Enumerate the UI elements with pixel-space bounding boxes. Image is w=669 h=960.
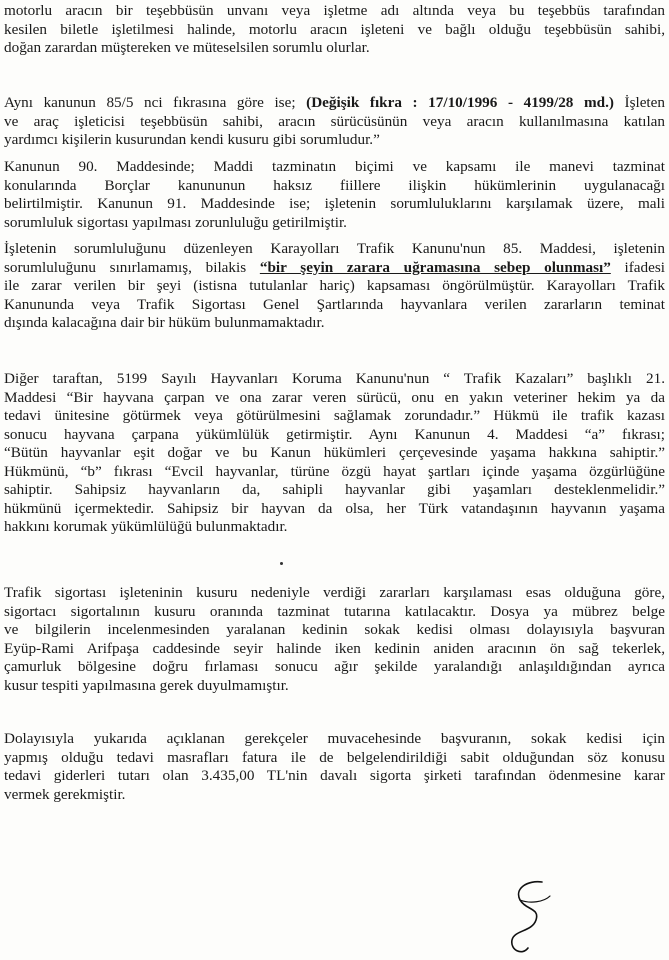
text-line: kusur tespiti yapılmasına gerek duyulmamıştır. <box>4 676 289 694</box>
amendment-reference: (Değişik fıkra : 17/10/1996 - 4199/28 md.) <box>306 94 614 111</box>
text-line: motorlu aracın bir teşebbüsün unvanı veya işletme adı altında veya bu teşebbüs tarafından <box>4 2 665 19</box>
paragraph-animal-protection-law <box>4 370 665 537</box>
text-line: Hükmünü, “b” fıkrası “Evcil hayvanlar, türüne özgü hayat şartları içinde yaşama özgürlüğüne <box>4 462 665 480</box>
paragraph-articles-90-91 <box>4 158 665 232</box>
text-line: Eyüp-Rami Arifpaşa caddesinde seyir halinde iken kedinin aniden aracının ön sağ tekerlek, <box>4 639 665 657</box>
paragraph-insurer-liability <box>4 584 665 695</box>
text-line: hükmünü içermektedir. Sahipsiz bir hayvan da olsa, her Türk vatandaşının hayvanın yaşama <box>4 499 665 517</box>
text-line: hakkını korumak yükümlülüğü bulunmaktadır. <box>4 518 288 535</box>
text-line: sonucu hayvana çarpana yükümlülük getirmiştir. Aynı Kanunun 4. Maddesi “a” fıkrası; <box>4 425 665 443</box>
text-line: vermek gerekmiştir. <box>4 785 126 803</box>
text-line: doğan zarardan müştereken ve müteselsilen sorumlu olurlar. <box>4 39 370 56</box>
text-line: konularında Borçlar kanununun haksız fiillere ilişkin hükümlerinin uygulanacağı <box>4 176 665 194</box>
text-line: Maddesi “Bir hayvana çarpan ve ona zarar veren sürücü, onu en yakın veteriner hekim ya da <box>4 388 665 406</box>
emphasized-quote: “bir şeyin zarara uğramasına sebep olunması” <box>259 258 611 276</box>
text-line: Diğer taraftan, 5199 Sayılı Hayvanları Koruma Kanunu'nun “ Trafik Kazaları” başlıklı 21. <box>4 370 665 387</box>
text-line: Kanunun 90. Maddesinde; Maddi tazminatın biçimi ve kapsamı ile manevi tazminat <box>4 158 665 175</box>
paragraph-article-85-5 <box>4 94 665 150</box>
signature <box>500 878 570 958</box>
text-segment: İşleten <box>613 94 665 111</box>
text-segment: ifadesi <box>610 258 665 276</box>
text-segment: Aynı kanunun 85/5 nci fıkrasına göre ise; <box>4 94 307 111</box>
text-line: ve araç işleticisi teşebbüsün sahibi, aracın sürücüsünün veya aracın kullanılmasına katılan <box>4 112 665 130</box>
paragraph-operator-liability <box>4 240 665 333</box>
text-line: sahiptir. Sahipsiz hayvanların da, sahipli hayvanlar gibi yaşamları desteklenmelidir.” <box>4 481 665 498</box>
text-line: İşletenin sorumluluğunu düzenleyen Karayolları Trafik Kanunu'nun 85. Maddesi, işletenin <box>4 240 665 257</box>
text-line <box>4 94 665 113</box>
text-line: “Bütün hayvanlar eşit doğar ve bu Kanun hükümleri çerçevesinde yaşama hakkına sahiptir.” <box>4 444 665 461</box>
text-line: sigortacı sigortalının kusuru oranında tazminat tutarına katılacaktır. Dosya ya mübrez belge <box>4 602 665 620</box>
text-line: Kanununda veya Trafik Sigortası Genel Şartlarında hayvanlara verilen zararların teminat <box>4 295 665 313</box>
text-line: yapmış olduğu tedavi masrafları fatura ile de belgelendirildiği sabit olduğundan söz konusu <box>4 748 665 766</box>
text-line: belirtilmiştir. Kanunun 91. Maddesinde ise; işletenin sorumluluklarını karşılamak üzere, mali <box>4 195 665 212</box>
text-line: ile zarar verilen bir şeyi (istisna tutulanlar hariç) kapsaması öngörülmüştür. Karayolları Trafik <box>4 277 665 294</box>
text-line: tedavi giderleri tutarı olan 3.435,00 TL'nin davalı sigorta şirketi tarafından ödenmesine karar <box>4 767 665 784</box>
stray-dot <box>280 562 283 565</box>
text-line: ve bilgilerin incelenmesinden yaralanan kedinin sokak kedisi olması dolayısıyla başvuran <box>4 621 665 638</box>
text-line: kesilen biletle işletilmesi halinde, motorlu aracın işleteni ve bağlı olduğu teşebbüsün sahibi, <box>4 20 665 38</box>
text-line: sorumluluk sigortası yapılması zorunluluğu getirilmiştir. <box>4 213 347 231</box>
text-line: dışında kalacağına dair bir hüküm bulunmamaktadır. <box>4 314 325 331</box>
paragraph-continuation <box>4 2 665 58</box>
text-line: çamurluk bölgesine doğru fırlaması sonucu ağır şekilde yaralandığı anlaşıldığından ayrıca <box>4 658 665 675</box>
text-line: tedavi ünitesine götürmek veya götürülmesini sağlamak zorundadır.” Hükmü ile trafik kazası <box>4 407 665 424</box>
text-line: Dolayısıyla yukarıda açıklanan gerekçeler muvacehesinde başvuranın, sokak kedisi için <box>4 730 665 747</box>
paragraph-decision <box>4 730 665 804</box>
text-segment: sorumluluğunu sınırlamamış, bilakis <box>4 258 260 276</box>
text-line: Trafik sigortası işleteninin kusuru nedeniyle verdiği zararları karşılaması esas olduğuna göre, <box>4 584 665 601</box>
text-line <box>4 259 665 278</box>
text-line: yardımcı kişilerin kusurundan kendi kusuru gibi sorumludur.” <box>4 131 380 148</box>
